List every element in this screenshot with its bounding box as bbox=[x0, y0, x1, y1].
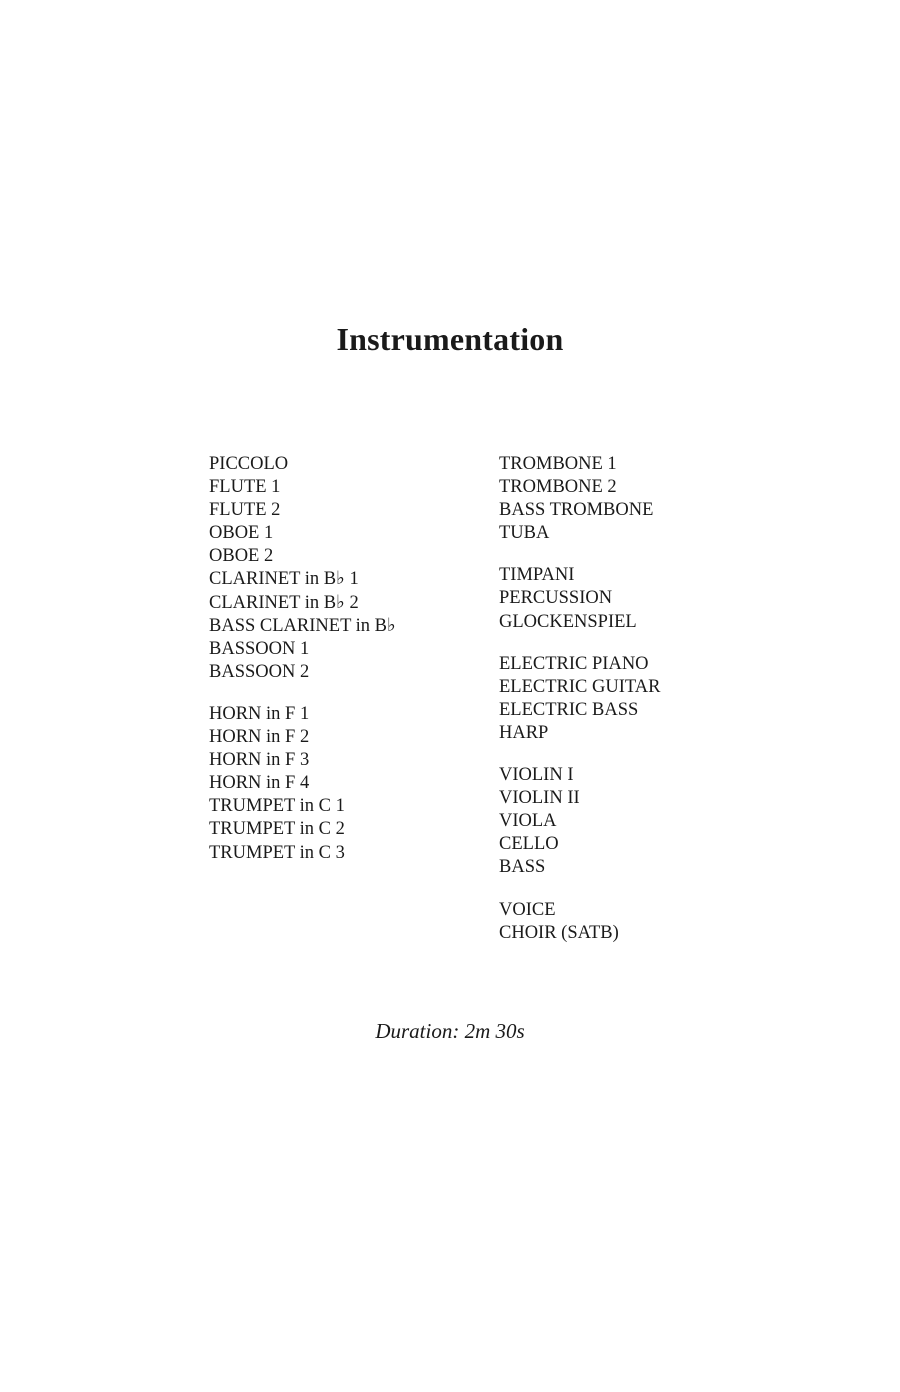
strings-group bbox=[499, 764, 660, 879]
instrument-item: PICCOLO bbox=[209, 454, 289, 474]
instrument-item: HORN in F 4 bbox=[209, 773, 310, 794]
instrument-item: TRUMPET in C 2 bbox=[209, 819, 345, 840]
instrument-item: FLUTE 1 bbox=[209, 477, 281, 498]
instrument-item: BASS bbox=[499, 857, 546, 878]
brass-group bbox=[209, 703, 396, 865]
instrument-item: OBOE 1 bbox=[209, 523, 274, 544]
instrument-item: BASS CLARINET in B♭ bbox=[209, 615, 396, 636]
woodwinds-group bbox=[209, 453, 396, 684]
instrument-item: BASS TROMBONE bbox=[499, 500, 654, 521]
instrument-list-right-column bbox=[499, 453, 660, 945]
instrument-item: HARP bbox=[499, 722, 549, 743]
instrument-item: TRUMPET in C 3 bbox=[209, 842, 345, 863]
instrument-item: PERCUSSION bbox=[499, 588, 613, 609]
instrument-item: CHOIR (SATB) bbox=[499, 922, 619, 943]
instrument-item: CLARINET in B♭ 2 bbox=[209, 592, 359, 613]
instrument-item: HORN in F 1 bbox=[209, 703, 310, 724]
instrument-item: CLARINET in B♭ 1 bbox=[209, 569, 359, 590]
instrument-item: HORN in F 2 bbox=[209, 727, 310, 748]
duration-text: Duration: 2m 30s bbox=[375, 1019, 525, 1043]
instrument-item: FLUTE 2 bbox=[209, 500, 281, 521]
instrument-item: TROMBONE 2 bbox=[499, 477, 617, 498]
instrument-item: VIOLIN II bbox=[499, 788, 580, 809]
instrument-item: TRUMPET in C 1 bbox=[209, 796, 345, 817]
instrument-item: BASSOON 1 bbox=[209, 638, 310, 659]
instrument-item: TROMBONE 1 bbox=[499, 454, 617, 474]
percussion-group bbox=[499, 564, 660, 633]
instrument-item: VOICE bbox=[499, 899, 556, 920]
instrument-item: VIOLIN I bbox=[499, 765, 574, 786]
instrument-item: ELECTRIC BASS bbox=[499, 699, 639, 720]
instrument-item: TIMPANI bbox=[499, 565, 575, 586]
instrument-item: ELECTRIC GUITAR bbox=[499, 676, 661, 697]
instrument-item: VIOLA bbox=[499, 811, 557, 832]
instrument-item: OBOE 2 bbox=[209, 546, 274, 567]
instrument-item: GLOCKENSPIEL bbox=[499, 611, 637, 632]
instrument-item: HORN in F 3 bbox=[209, 750, 310, 771]
instrument-item: ELECTRIC PIANO bbox=[499, 653, 649, 674]
instrument-item: BASSOON 2 bbox=[209, 661, 310, 682]
page-title: Instrumentation bbox=[336, 321, 564, 357]
vocal-group bbox=[499, 899, 660, 945]
low-brass-group bbox=[499, 453, 660, 545]
keyboards-guitars-group bbox=[499, 653, 660, 745]
instrument-list-left-column bbox=[209, 453, 396, 865]
instrument-item: TUBA bbox=[499, 523, 550, 544]
instrument-item: CELLO bbox=[499, 834, 559, 855]
